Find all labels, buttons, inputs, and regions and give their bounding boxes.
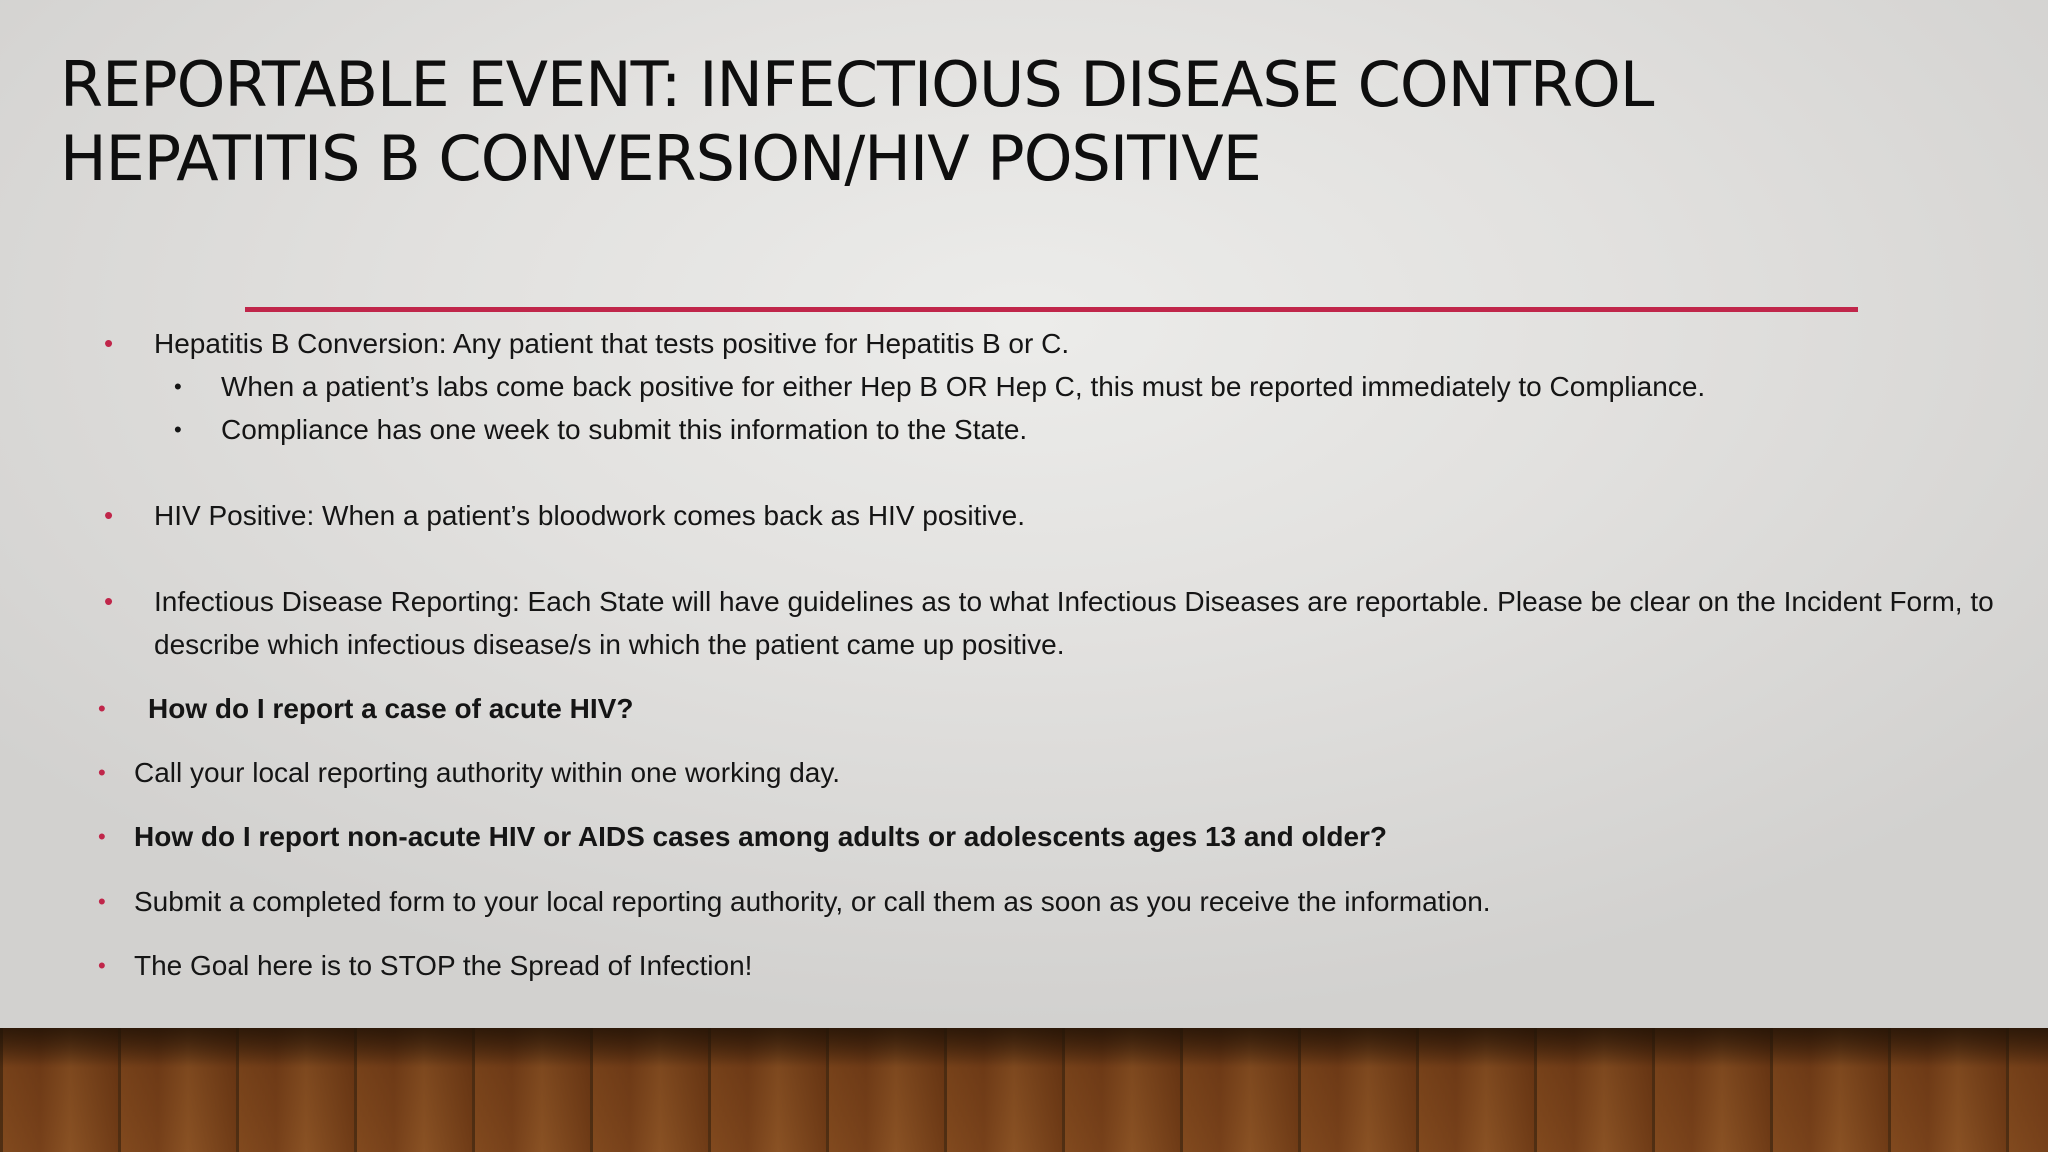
bullet-hiv-positive: HIV Positive: When a patient’s bloodwork comes back as HIV positive. (154, 500, 1025, 531)
bullet-submit-form: Submit a completed form to your local reporting authority, or call them as soon as you receive the information. (134, 886, 1491, 917)
bullet-non-acute-question: How do I report non-acute HIV or AIDS cases among adults or adolescents ages 13 and older? (134, 821, 1388, 852)
bullet-marker: • (104, 500, 114, 530)
bullet-marker: • (98, 824, 106, 849)
bullet-marker: • (98, 953, 106, 978)
bullet-marker: • (104, 586, 114, 616)
sub-bullet-marker: • (174, 417, 182, 442)
bullet-marker: • (98, 889, 106, 914)
bullet-call-authority: Call your local reporting authority within one working day. (134, 757, 841, 788)
sub-bullet-marker: • (174, 374, 182, 399)
bullet-infectious-reporting-line-1: Infectious Disease Reporting: Each State will have guidelines as to what Infectious Diseases are reportable. Please be clear on the Incident Form, to (154, 586, 1994, 617)
title-line-1: REPORTABLE EVENT: INFECTIOUS DISEASE CONTROL (60, 48, 1654, 121)
sub-bullet-labs-positive: When a patient’s labs come back positive for either Hep B OR Hep C, this must be reported immediately to Compliance. (221, 371, 1706, 402)
floor-shadow (0, 1028, 2048, 1068)
sub-bullet-compliance-week: Compliance has one week to submit this information to the State. (221, 414, 1028, 445)
bullet-hep-b-conversion: Hepatitis B Conversion: Any patient that tests positive for Hepatitis B or C. (154, 328, 1070, 359)
bullet-acute-hiv-question: How do I report a case of acute HIV? (148, 693, 634, 724)
title-line-2: HEPATITIS B CONVERSION/HIV POSITIVE (60, 122, 1261, 195)
bullet-marker: • (98, 696, 106, 721)
bullet-infectious-reporting-line-2: describe which infectious disease/s in which the patient came up positive. (154, 629, 1065, 660)
bullet-marker: • (98, 760, 106, 785)
bullet-marker: • (104, 328, 114, 358)
bullet-goal-statement: The Goal here is to STOP the Spread of Infection! (134, 950, 753, 981)
